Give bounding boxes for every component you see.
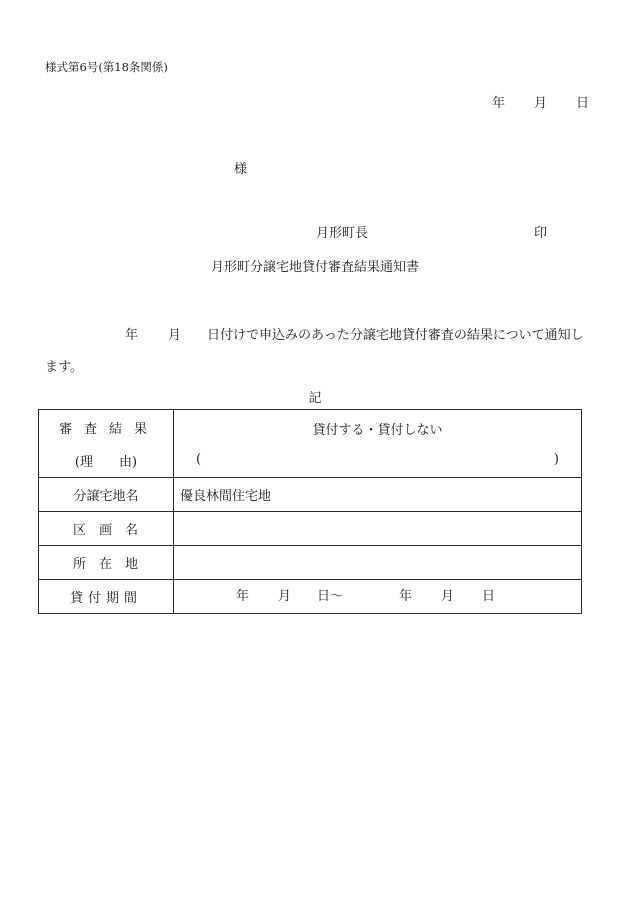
period-label-cell (39, 580, 174, 614)
issue-date-month-unit: 月 (534, 96, 548, 111)
section-name-value (174, 512, 582, 546)
period-value-cell (174, 580, 582, 614)
section-name-label-cell (39, 512, 174, 546)
issuer-name: 月形町長 (316, 226, 369, 241)
period-start-day-unit: 日～ (317, 589, 344, 604)
body-paragraph (45, 320, 590, 384)
table-row-location (39, 546, 582, 580)
result-value-cell (174, 410, 582, 478)
lot-name-value: 優良林間住宅地 (174, 478, 582, 512)
issue-date-year-unit: 年 (492, 96, 506, 111)
period-start-year-unit: 年 (236, 589, 250, 604)
location-value (174, 546, 582, 580)
form-number: 様式第6号(第18条関係) (45, 60, 168, 74)
seal-mark: 印 (534, 226, 548, 241)
document-title: 月形町分譲宅地貸付審査結果通知書 (210, 260, 419, 275)
details-table (38, 409, 582, 614)
table-row-period (39, 580, 582, 614)
ki-heading: 記 (308, 391, 322, 406)
table-row-result (39, 410, 582, 478)
lot-name-label: 分譲宅地名 (39, 478, 174, 512)
period-end-month-unit: 月 (441, 589, 455, 604)
result-label-cell (39, 410, 174, 478)
reason-paren-close: ) (553, 452, 559, 467)
period-label: 貸付期間 (69, 591, 142, 606)
result-options: 貸付する・貸付しない (312, 423, 443, 438)
location-label: 所在地 (72, 557, 151, 572)
period-end-day-unit: 日 (482, 589, 496, 604)
body-text: 日付けで申込みのあった分譲宅地貸付審査の結果について通知します。 (45, 328, 584, 375)
table-row-section-name (39, 512, 582, 546)
period-start-month-unit: 月 (278, 589, 292, 604)
section-name-label: 区画名 (72, 523, 151, 538)
issue-date-day-unit: 日 (576, 96, 590, 111)
body-month-unit: 月 (168, 328, 182, 343)
reason-label: (理 由) (74, 454, 138, 470)
location-label-cell (39, 546, 174, 580)
period-end-year-unit: 年 (399, 589, 413, 604)
addressee-suffix: 様 (234, 162, 248, 177)
table-row-lot-name (39, 478, 582, 512)
result-label: 審査結果 (58, 421, 159, 437)
reason-paren-open: ( (196, 452, 202, 467)
body-year-unit: 年 (125, 328, 139, 343)
